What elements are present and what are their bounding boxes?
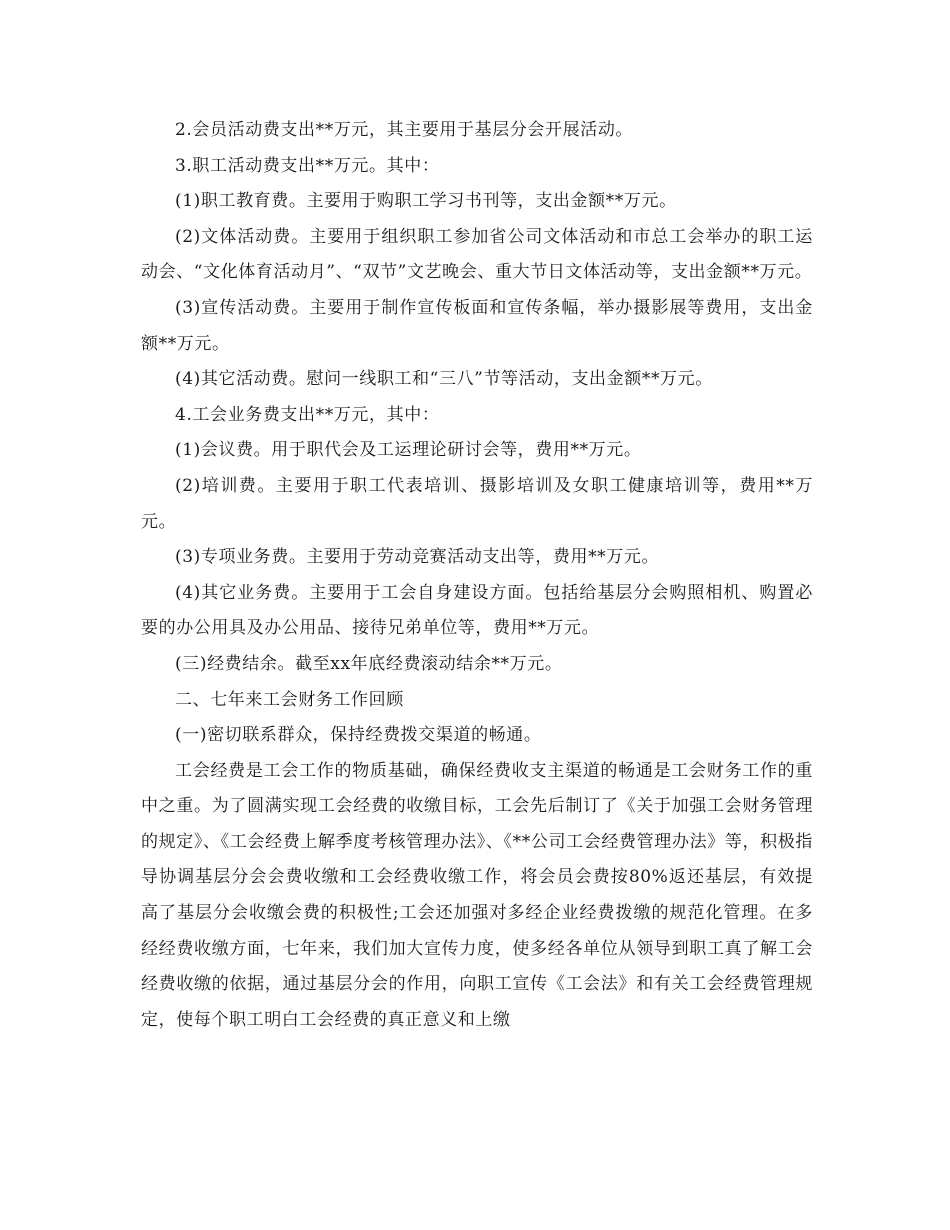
paragraph-union-funds: 工会经费是工会工作的物质基础，确保经费收支主渠道的畅通是工会财务工作的重中之重。为了圆满实现工会经费的收缴目标，工会先后制订了《关于加强工会财务管理的规定》、《工会经费上解季度考核管理办法》、《**公司工会经费管理办法》等，积极指导协调基层分会会费收缴和工会经费收缴工作，将会员会费按80%返还基层，有效提高了基层分会收缴会费的积极性;工会还加强对多经企业经费拨缴的规范化管理。在多经经费收缴方面，七年来，我们加大宣传力度，使多经各单位从领导到职工真了解工会经费收缴的依据，通过基层分会的作用，向职工宣传《工会法》和有关工会经费管理规定，使每个职工明白工会经费的真正意义和上缴 — [141, 760, 813, 1030]
paragraph-staff-activity: 3.职工活动费支出**万元。其中： — [175, 155, 440, 176]
paragraph-culture-sports-fee: (2)文体活动费。主要用于组织职工参加省公司文体活动和市总工会举办的职工运动会、“文化体育活动月”、“双节”文艺晚会、重大节日文体活动等，支出金额**万元。 — [141, 226, 813, 283]
document-body — [141, 113, 813, 1038]
paragraph-other-business-fee: (4)其它业务费。主要用于工会自身建设方面。包括给基层分会购照相机、购置必要的办公用具及办公用品、接待兄弟单位等，费用**万元。 — [141, 582, 813, 639]
section-heading-review: 二、七年来工会财务工作回顾 — [175, 689, 404, 710]
paragraph-union-business-fee: 4.工会业务费支出**万元，其中： — [175, 404, 440, 425]
paragraph-meeting-fee: (1)会议费。用于职代会及工运理论研讨会等，费用**万元。 — [175, 440, 642, 461]
paragraph-education-fee: (1)职工教育费。主要用于购职工学习书刊等，支出金额**万元。 — [175, 191, 677, 212]
subsection-heading-contact: (一)密切联系群众，保持经费拨交渠道的畅通。 — [175, 725, 542, 746]
paragraph-member-activity: 2.会员活动费支出**万元，其主要用于基层分会开展活动。 — [175, 120, 634, 140]
paragraph-fund-balance: (三)经费结余。截至xx年底经费滚动结余**万元。 — [175, 653, 563, 674]
paragraph-other-activity-fee: (4)其它活动费。慰问一线职工和“三八”节等活动，支出金额**万元。 — [175, 369, 713, 390]
paragraph-special-business-fee: (3)专项业务费。主要用于劳动竞赛活动支出等，费用**万元。 — [175, 547, 660, 568]
paragraph-training-fee: (2)培训费。主要用于职工代表培训、摄影培训及女职工健康培训等，费用**万元。 — [141, 475, 813, 532]
paragraph-publicity-fee: (3)宣传活动费。主要用于制作宣传板面和宣传条幅，举办摄影展等费用，支出金额**万元。 — [141, 297, 813, 354]
